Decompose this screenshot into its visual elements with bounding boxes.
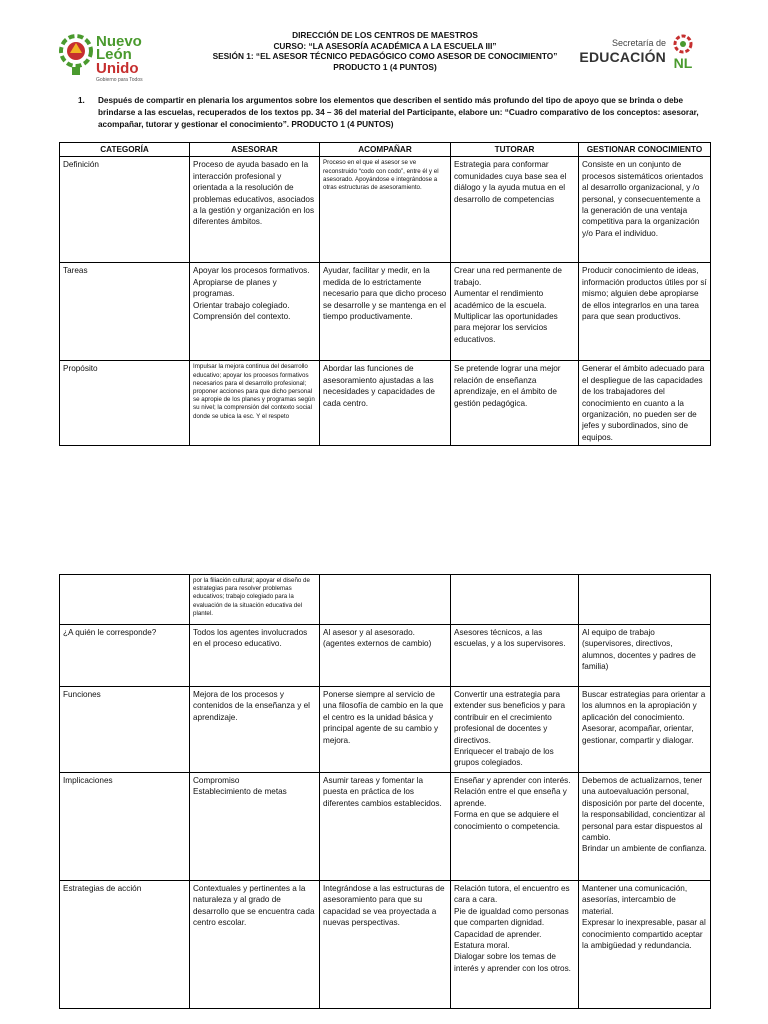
header-acompanar: ACOMPAÑAR (320, 143, 451, 157)
cell-asesorar: Mejora de los procesos y contenidos de la enseñanza y el aprendizaje. (190, 687, 320, 773)
logo-tagline: Gobierno para Todos (96, 77, 143, 83)
comparison-table-part-1 (59, 142, 711, 446)
logo-educacion-text: EDUCACIÓN (579, 49, 666, 65)
table-header-row (60, 143, 711, 157)
instruction-paragraph (78, 95, 704, 131)
cell-tutorar: Convertir una estrategia para extender sus beneficios y para contribuir en el crecimiento profesional de docentes y directivos. Enriquecer el trabajo de los grupos colegiados. (451, 687, 579, 773)
document-header (180, 30, 590, 72)
cell-acompanar: Al asesor y al asesorado. (agentes externos de cambio) (320, 625, 451, 687)
cell-categoria: Definición (60, 157, 190, 263)
nuevo-leon-logo (58, 33, 168, 83)
cell-acompanar: Ponerse siempre al servicio de una filosofía de cambio en la que el centro es la unidad básica y principal agente de su cambio y mejora. (320, 687, 451, 773)
cell-asesorar: Todos los agentes involucrados en el proceso educativo. (190, 625, 320, 687)
header-line-2: CURSO: “LA ASESORÍA ACADÉMICA A LA ESCUELA III” (273, 40, 497, 51)
comparison-table-part-2 (59, 574, 711, 1009)
table-row (60, 157, 711, 263)
table-row (60, 881, 711, 1009)
nl-emblem-icon (670, 34, 696, 72)
header-line-3: SESIÓN 1: “EL ASESOR TÉCNICO PEDAGÓGICO COMO ASESOR DE CONOCIMIENTO” (212, 51, 558, 62)
cell-acompanar: Asumir tareas y fomentar la puesta en práctica de los diferentes cambios establecidos. (320, 773, 451, 881)
cell-asesorar: Contextuales y pertinentes a la naturaleza y al grado de desarrollo que se encuentra cada centro escolar. (190, 881, 320, 1009)
cell-gestionar: Consiste en un conjunto de procesos sistemáticos orientados al desarrollo organizacional, y /o personal, y consecuentemente a la generación de una ventaja competitiva para la organización y/o Para el individuo. (579, 157, 711, 263)
cell-categoria: ¿A quién le corresponde? (60, 625, 190, 687)
cell-tutorar: Asesores técnicos, a las escuelas, y a los supervisores. (451, 625, 579, 687)
cell-gestionar: Producir conocimiento de ideas, información productos útiles por sí mismo; alguien debe apropiarse de ellos integrarlos en una tarea para que sean productivos. (579, 263, 711, 361)
cell-gestionar: Generar el ámbito adecuado para el despliegue de las capacidades de los trabajadores del conocimiento en cuanto a la organización, no pueden ser de jefes y subordinados, sino de equipos. (579, 361, 711, 446)
header-asesorar: ASESORAR (190, 143, 320, 157)
cell-acompanar: Proceso en el que el asesor se ve reconstruido “codo con codo”, entre él y el asesorado. Apoyándose e integrándose a otras estructuras de asesoramiento. (320, 157, 451, 263)
table-row (60, 687, 711, 773)
cell-acompanar: Abordar las funciones de asesoramiento ajustadas a las necesidades y capacidades de cada centro. (320, 361, 451, 446)
cell-tutorar: Enseñar y aprender con interés. Relación entre el que enseña y aprende. Forma en que se adquiere el conocimiento o competencia. (451, 773, 579, 881)
cell-acompanar: Ayudar, facilitar y medir, en la medida de lo estrictamente necesario para que dicho proceso se desarrolle y se mantenga en el tiempo productivamente. (320, 263, 451, 361)
cell-tutorar: Se pretende lograr una mejor relación de enseñanza aprendizaje, en el ámbito de gestión pedagógica. (451, 361, 579, 446)
cell-categoria: Funciones (60, 687, 190, 773)
table-row (60, 625, 711, 687)
nuevo-leon-emblem-icon (58, 33, 94, 77)
cell-categoria: Estrategias de acción (60, 881, 190, 1009)
cell-gestionar: Buscar estrategias para orientar a los alumnos en la apropiación y aplicación del conocimiento. Asesorar, acompañar, orientar, gestionar, compartir y dialogar. (579, 687, 711, 773)
cell-categoria (60, 575, 190, 625)
logo-word-unido: Unido (96, 60, 139, 77)
logo-word-leon: León (96, 46, 132, 63)
instruction-number: 1. (78, 96, 85, 105)
logo-word-nuevo: Nuevo (96, 33, 142, 50)
cell-gestionar: Mantener una comunicación, asesorías, intercambio de material. Expresar lo inexpresable, pasar al conocimiento compartido aceptar la ambigüedad y redundancia. (579, 881, 711, 1009)
cell-tutorar: Crear una red permanente de trabajo. Aumentar el rendimiento académico de la escuela. Multiplicar las oportunidades para mejorar los servicios educativos. (451, 263, 579, 361)
nl-mark-text: NL (673, 55, 693, 71)
cell-tutorar: Relación tutora, el encuentro es cara a cara. Pie de igualdad como personas que comparten dignidad. Capacidad de aprender. Estatura moral. Dialogar sobre los temas de interés y aprender con los otros. (451, 881, 579, 1009)
cell-asesorar: Compromiso Establecimiento de metas (190, 773, 320, 881)
cell-acompanar: Integrándose a las estructuras de asesoramiento para que su capacidad se vea proyectada a nuevas perspectivas. (320, 881, 451, 1009)
cell-asesorar: Impulsar la mejora continua del desarrollo educativo; apoyar los procesos formativos necesarios para el desarrollo profesional; proponer acciones para que dicho personal se apropie de los planes y programas según su nivel; la comprensión del contexto social donde se ubica la esc. Y el respeto (190, 361, 320, 446)
cell-gestionar: Al equipo de trabajo (supervisores, directivos, alumnos, docentes y padres de familia) (579, 625, 711, 687)
table-row (60, 575, 711, 625)
table-row (60, 773, 711, 881)
header-line-4: PRODUCTO 1 (4 PUNTOS) (333, 61, 437, 72)
cell-categoria: Implicaciones (60, 773, 190, 881)
header-tutorar: TUTORAR (451, 143, 579, 157)
cell-acompanar (320, 575, 451, 625)
table-row (60, 263, 711, 361)
secretaria-educacion-logo (579, 34, 696, 74)
cell-tutorar: Estrategia para conformar comunidades cuya base sea el diálogo y la ayuda mutua en el desarrollo de competencias (451, 157, 579, 263)
cell-tutorar (451, 575, 579, 625)
cell-asesorar: por la filiación cultural; apoyar el diseño de estrategias para resolver problemas educativos; trabajo colegiado para la evaluación de la situación educativa del plantel. (190, 575, 320, 625)
cell-categoria: Propósito (60, 361, 190, 446)
logo-secretaria-text: Secretaría de (611, 38, 666, 48)
cell-asesorar: Proceso de ayuda basado en la interacción profesional y orientada a la resolución de problemas educativos, asociados a la gestión y organización en los diferentes ámbitos. (190, 157, 320, 263)
instruction-text: Después de compartir en plenaria los argumentos sobre los elementos que describen el sentido más profundo del tipo de apoyo que se brinda o debe brindarse a las escuelas, recuperados de los textos pp. 34 – 36 del material del Participante, elabore un: “Cuadro comparativo de los conceptos: asesorar, acompañar, tutorar y gestionar el conocimiento”. PRODUCTO 1 (4 PUNTOS) (98, 96, 699, 129)
header-categoria: CATEGORÍA (60, 143, 190, 157)
table-row (60, 361, 711, 446)
cell-gestionar: Debemos de actualizarnos, tener una autoevaluación personal, disposición por parte del docente, la responsabilidad, concientizar al personal para estar dispuestos al cambio. Brindar un ambiente de confianza. (579, 773, 711, 881)
cell-categoria: Tareas (60, 263, 190, 361)
cell-gestionar (579, 575, 711, 625)
header-gestionar: GESTIONAR CONOCIMIENTO (579, 143, 711, 157)
header-line-1: DIRECCIÓN DE LOS CENTROS DE MAESTROS (292, 30, 478, 40)
cell-asesorar: Apoyar los procesos formativos. Apropiarse de planes y programas. Orientar trabajo colegiado. Comprensión del contexto. (190, 263, 320, 361)
